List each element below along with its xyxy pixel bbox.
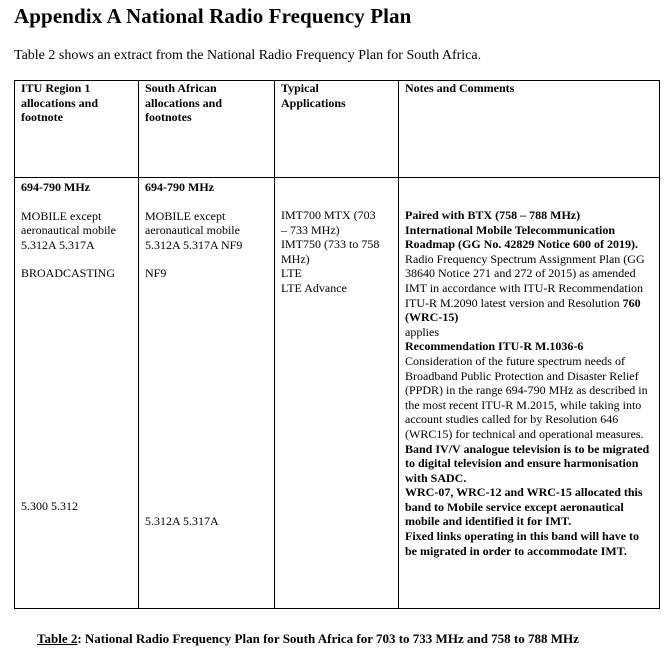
table-caption-text: : National Radio Frequency Plan for South Africa for 703 to 733 MHz and 758 to 788 MHz [77,631,579,646]
notes-fixed-links: Fixed links operating in this band will have to be migrated in order to accommodate IMT. [405,529,640,558]
cell-itu-region-1: 694-790 MHz MOBILE except aeronautical mobile 5.312A 5.317A BROADCASTING 5.300 5.312 [15,178,139,609]
frequency-range: 694-790 MHz [145,180,214,194]
notes-imt-roadmap: International Mobile Telecommunication Roadmap (GG No. 42829 Notice 600 of 2019). Radio Frequency Spectrum Assignment Plan (GG 38640 Notice 271 and 272 of 2015) as amended [405,222,645,281]
notes-band-iv-v: Band IV/V analogue television is to be migrated to digital television and ensure harmonisation with SADC. [405,441,650,485]
cell-notes-comments [399,178,660,609]
frequency-plan-table [14,80,660,609]
frequency-range: 694-790 MHz [21,180,90,194]
table-row [15,178,660,609]
notes-recommendation: Recommendation ITU-R M.1036-6 [405,339,584,354]
intro-paragraph: Table 2 shows an extract from the National Radio Frequency Plan for South Africa. [14,48,482,63]
table-caption-label: Table 2 [37,631,78,646]
notes-wrc: WRC-07, WRC-12 and WRC-15 allocated this band to Mobile service except aeronautical mobile and identified it for IMT. [405,485,643,529]
table-caption [37,631,579,647]
notes-applies: applies [405,324,439,339]
cell-south-african: 694-790 MHz MOBILE except aeronautical mobile 5.312A 5.317A NF9 NF9 5.312A 5.317A [139,178,275,609]
header-itu-region-1: ITU Region 1 allocations and footnote [15,81,139,178]
page-heading: Appendix A National Radio Frequency Plan [14,4,412,28]
notes-paired: Paired with BTX (758 – 788 MHz) [405,208,581,222]
cell-typical-applications: IMT700 MTX (703 – 733 MHz) IMT750 (733 to 758 MHz) LTE LTE Advance [275,178,399,609]
notes-imt-accordance: IMT in accordance with ITU-R Recommendation ITU-R M.2090 latest version and Resolution 760 (WRC-15) [405,280,644,325]
header-typical-applications: Typical Applications [275,81,399,178]
header-notes-comments: Notes and Comments [399,81,660,178]
table-header-row [15,81,660,178]
notes-ppdr: Consideration of the future spectrum needs of Broadband Public Protection and Disaster Relief (PPDR) in the range 694-790 MHz as described in the most recent ITU-R M.2015, while taking into account studies called for by Resolution 646 (WRC15) for technical and operational measures. [405,353,648,441]
header-south-african: South African allocations and footnotes [139,81,275,178]
